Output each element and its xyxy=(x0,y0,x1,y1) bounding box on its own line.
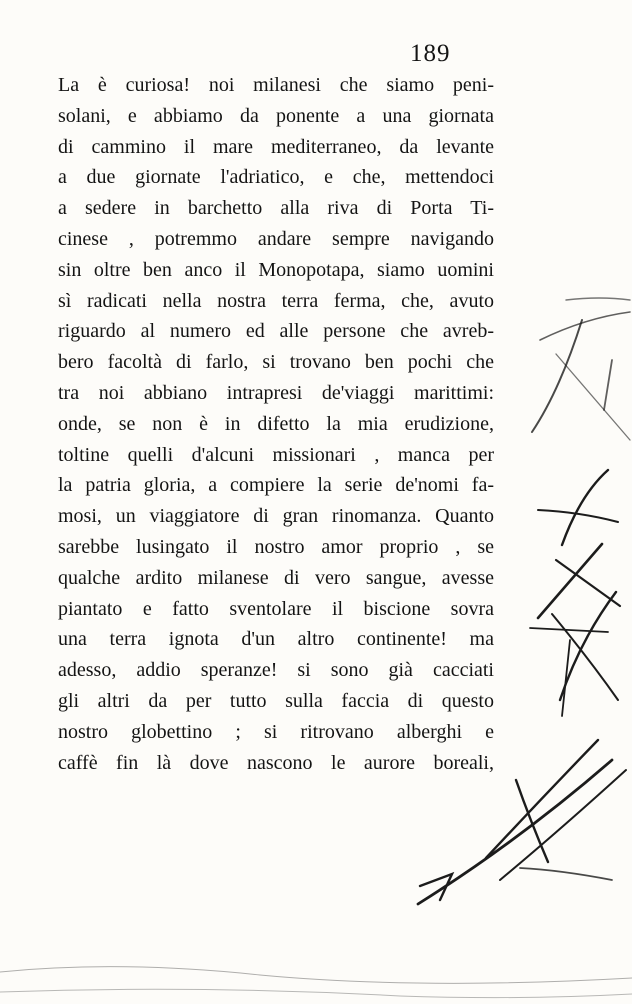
text-line: sin oltre ben anco il Monopotapa, siamo uomini xyxy=(58,258,494,281)
text-line: onde, se non è in difetto la mia erudizione, xyxy=(58,412,494,435)
text-line: una terra ignota d'un altro continente! ma xyxy=(58,628,494,651)
text-line: qualche ardito milanese di vero sangue, avesse xyxy=(58,566,494,589)
text-line: a sedere in barchetto alla riva di Porta Ti- xyxy=(58,197,494,220)
text-line: mosi, un viaggiatore di gran rinomanza. Quanto xyxy=(58,505,494,528)
text-line: adesso, addio speranze! si sono già cacciati xyxy=(58,659,494,682)
pen-stroke xyxy=(562,640,570,716)
text-line: gli altri da per tutto sulla faccia di questo xyxy=(58,689,494,712)
text-line: tra noi abbiano intrapresi de'viaggi marittimi: xyxy=(58,381,494,404)
pen-stroke xyxy=(418,760,612,904)
text-line: La è curiosa! noi milanesi che siamo peni- xyxy=(58,74,494,96)
pen-stroke xyxy=(560,592,616,700)
text-line: nostro globettino ; si ritrovano alberghi e xyxy=(58,720,494,743)
pen-stroke xyxy=(420,874,452,900)
paper-edge xyxy=(0,989,632,997)
text-line: sarebbe lusingato il nostro amor proprio , se xyxy=(58,535,494,558)
text-line: bero facoltà di farlo, si trovano ben pochi che xyxy=(58,351,494,374)
pen-stroke xyxy=(520,868,612,880)
paper-edge xyxy=(0,967,632,984)
text-line: caffè fin là dove nascono le aurore boreali, xyxy=(58,751,494,774)
pen-stroke xyxy=(566,298,630,300)
pen-stroke xyxy=(516,780,548,862)
page-number: 189 xyxy=(410,40,451,67)
text-line: piantato e fatto sventolare il biscione sovra xyxy=(58,597,494,620)
text-line: di cammino il mare mediterraneo, da levante xyxy=(58,135,494,158)
text-line: riguardo al numero ed alle persone che avreb- xyxy=(58,320,494,343)
pen-stroke xyxy=(552,614,618,700)
pen-stroke xyxy=(500,770,626,880)
pen-stroke xyxy=(556,354,630,440)
pen-stroke xyxy=(538,510,618,522)
pen-stroke xyxy=(530,628,608,632)
pen-stroke xyxy=(486,740,598,858)
pen-stroke xyxy=(562,470,608,545)
text-line: solani, e abbiamo da ponente a una giornata xyxy=(58,104,494,127)
text-line: la patria gloria, a compiere la serie de'nomi fa- xyxy=(58,474,494,497)
pen-stroke xyxy=(532,320,582,432)
body-text xyxy=(58,70,494,778)
pen-stroke xyxy=(604,360,612,410)
text-line: sì radicati nella nostra terra ferma, che, avuto xyxy=(58,289,494,312)
text-line: a due giornate l'adriatico, e che, mettendoci xyxy=(58,166,494,189)
text-line: cinese , potremmo andare sempre navigando xyxy=(58,227,494,250)
pen-stroke xyxy=(538,544,602,618)
pen-stroke xyxy=(556,560,620,606)
pen-stroke xyxy=(540,312,630,340)
text-line: toltine quelli d'alcuni missionari , manca per xyxy=(58,443,494,466)
